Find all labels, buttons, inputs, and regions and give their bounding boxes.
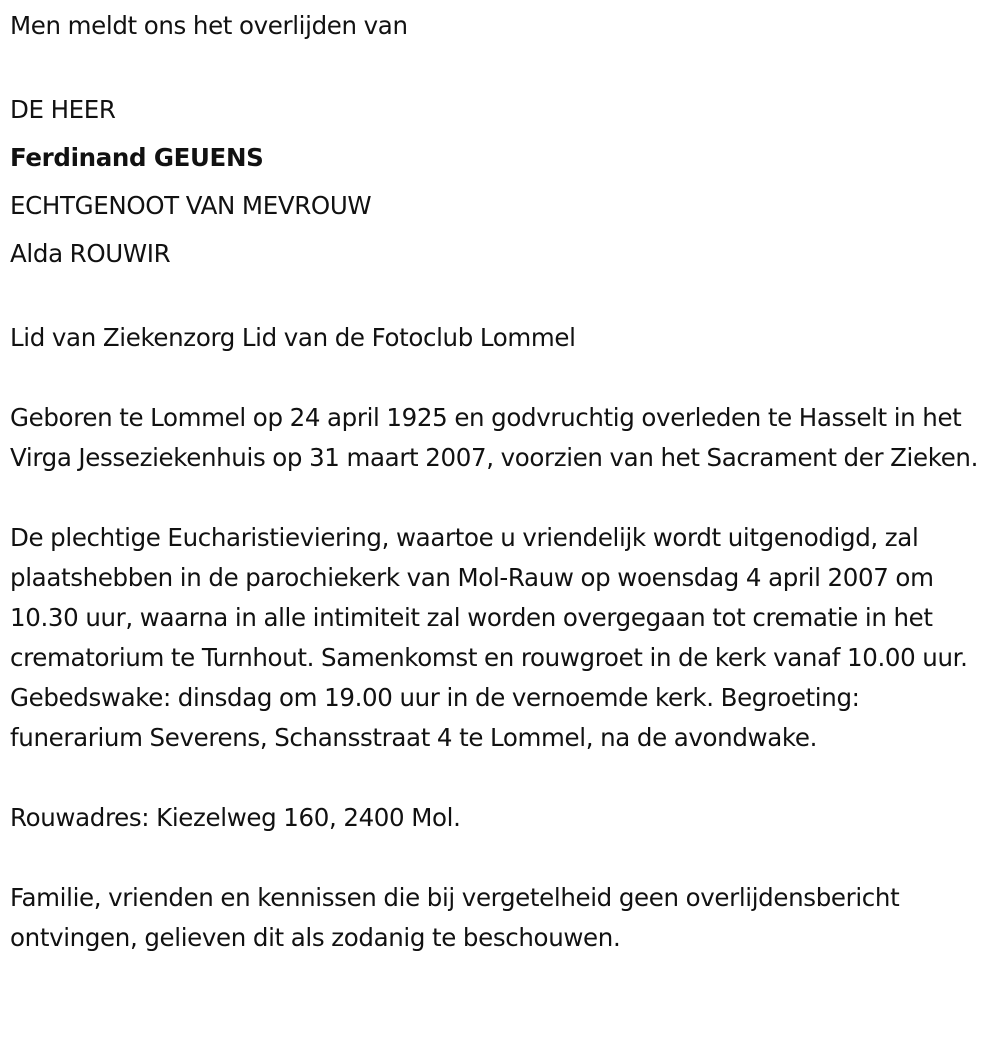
obituary-notice — [10, 6, 995, 958]
deceased-name: Ferdinand GEUENS — [10, 143, 264, 172]
title-line: DE HEER — [10, 95, 116, 124]
spouse-label: ECHTGENOOT VAN MEVROUW — [10, 191, 372, 220]
name-block — [10, 86, 995, 278]
memberships-line: Lid van Ziekenzorg Lid van de Fotoclub Lommel — [10, 323, 576, 352]
address-line: Rouwadres: Kiezelweg 160, 2400 Mol. — [10, 803, 461, 832]
closing-paragraph: Familie, vrienden en kennissen die bij vergetelheid geen overlijdensbericht ontvingen, gelieven dit als zodanig te beschouwen. — [10, 883, 900, 952]
birth-death-paragraph: Geboren te Lommel op 24 april 1925 en godvruchtig overleden te Hasselt in het Virga Jesseziekenhuis op 31 maart 2007, voorzien van het Sacrament der Zieken. — [10, 403, 979, 472]
spouse-name: Alda ROUWIR — [10, 239, 171, 268]
ceremony-paragraph: De plechtige Eucharistieviering, waartoe u vriendelijk wordt uitgenodigd, zal plaatshebben in de parochiekerk van Mol-Rauw op woensdag 4 april 2007 om 10.30 uur, waarna in alle intimiteit zal worden overgegaan tot crematie in het crematorium te Turnhout. Samenkomst en rouwgroet in de kerk vanaf 10.00 uur. Gebedswake: dinsdag om 19.00 uur in de vernoemde kerk. Begroeting: funerarium Severens, Schansstraat 4 te Lommel, na de avondwake. — [10, 523, 968, 752]
intro-line: Men meldt ons het overlijden van — [10, 11, 408, 40]
